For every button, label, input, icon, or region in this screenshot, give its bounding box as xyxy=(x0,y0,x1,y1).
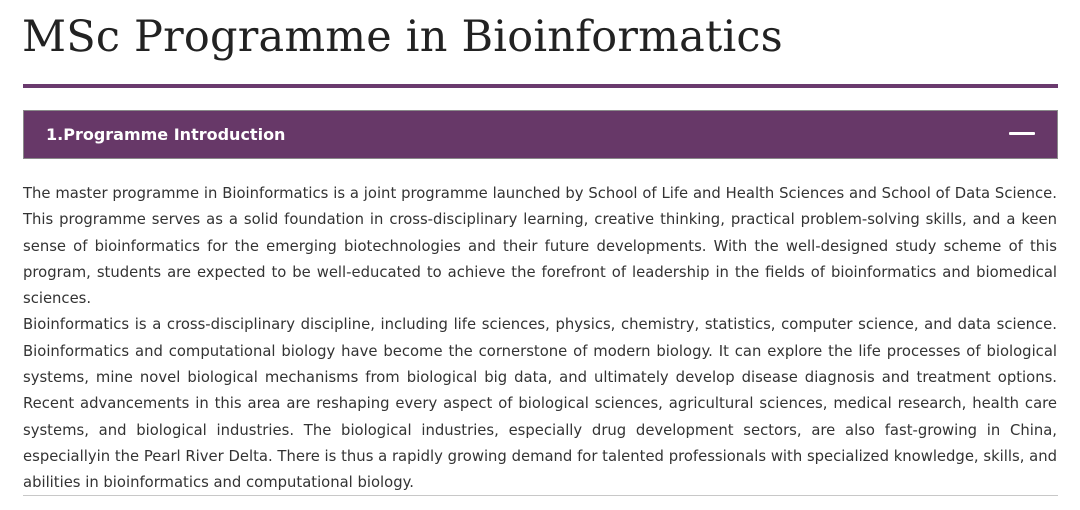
paragraph-discipline: Bioinformatics is a cross-disciplinary discipline, including life sciences, physics, chemistry, statistics, computer science, and data science. Bioinformatics and computational biology have become the cornerstone of modern biology. It can explore the life processes of biological systems, mine novel biological mechanisms from biological big data, and ultimately develop disease diagnosis and treatment options. Recent advancements in this area are reshaping every aspect of biological sciences, agricultural sciences, medical research, health care systems, and biological industries. The biological industries, especially drug development sectors, are also fast-growing in China, especiallyin the Pearl River Delta. There is thus a rapidly growing demand for talented professionals with specialized knowledge, skills, and abilities in bioinformatics and computational biology. xyxy=(23,316,1057,492)
minus-icon[interactable] xyxy=(1009,132,1035,135)
page-title: MSc Programme in Bioinformatics xyxy=(22,12,783,62)
accordion-body xyxy=(23,181,1057,497)
accordion-label: 1.Programme Introduction xyxy=(46,125,286,144)
section-bottom-divider xyxy=(23,495,1058,496)
paragraph-intro: The master programme in Bioinformatics is a joint programme launched by School of Life and Health Sciences and School of Data Science. This programme serves as a solid foundation in cross-disciplinary learning, creative thinking, practical problem-solving skills, and a keen sense of bioinformatics for the emerging biotechnologies and their future developments. With the well-designed study scheme of this program, students are expected to be well-educated to achieve the forefront of leadership in the fields of bioinformatics and biomedical sciences. xyxy=(23,185,1057,308)
accordion-header-programme-introduction[interactable] xyxy=(23,110,1058,159)
title-divider xyxy=(23,84,1058,88)
